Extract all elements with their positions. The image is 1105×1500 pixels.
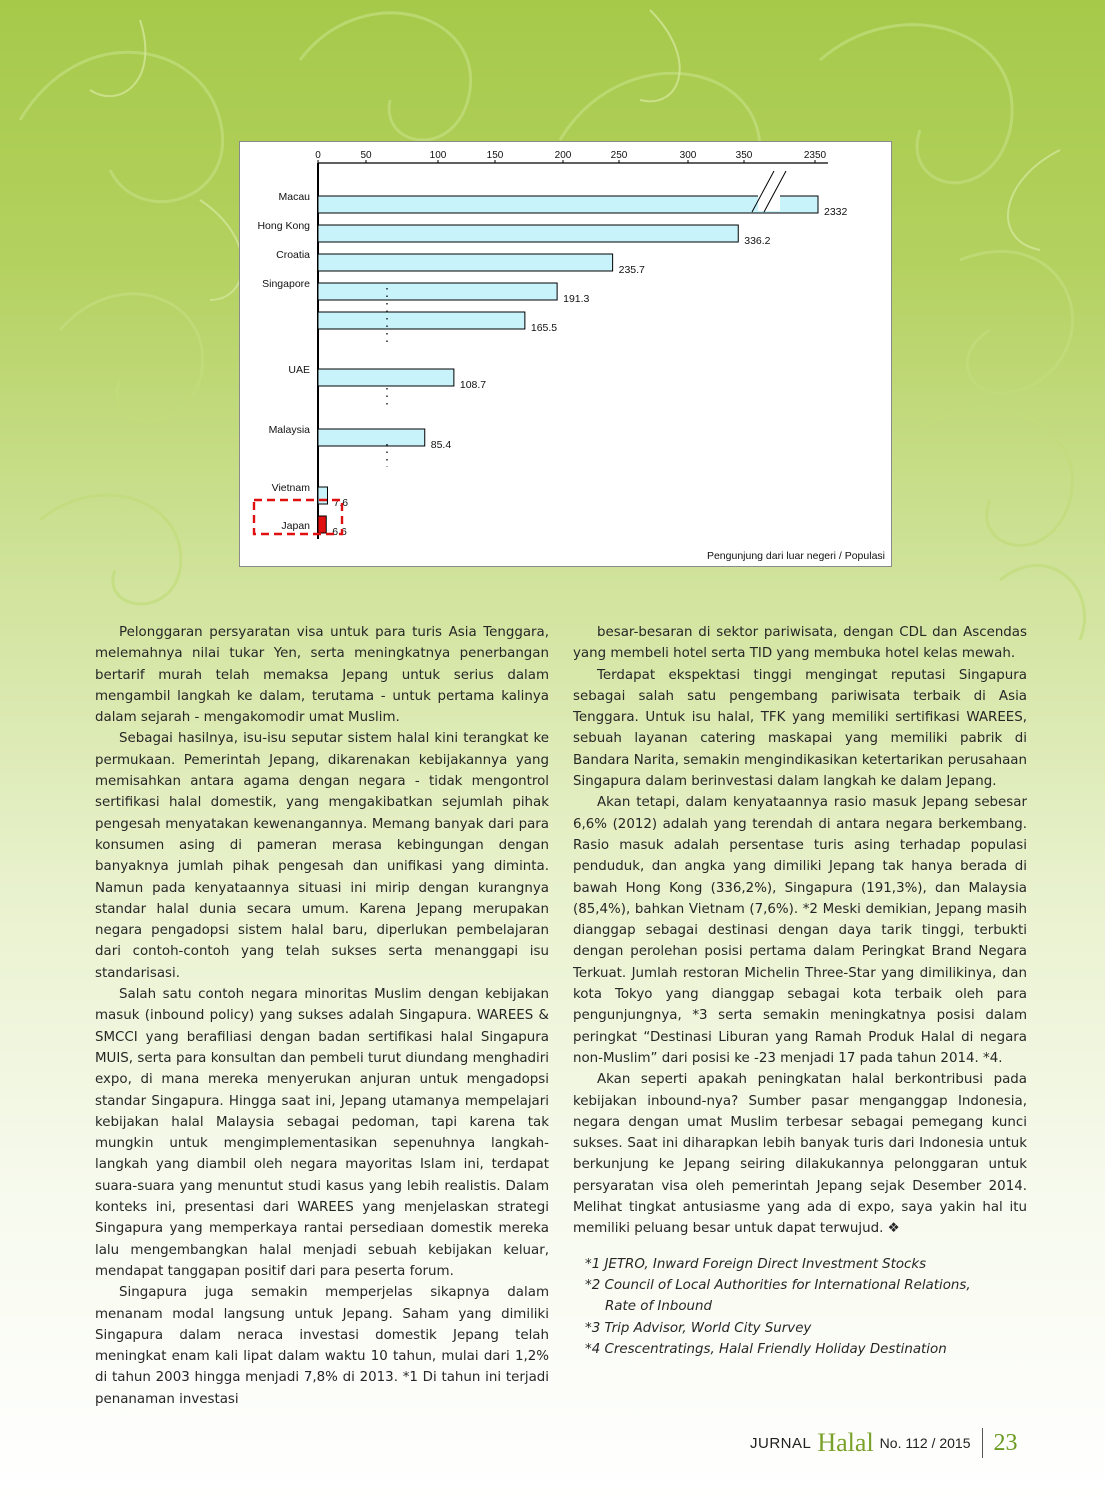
category-label: Vietnam (271, 482, 310, 494)
article-column-right (573, 622, 1027, 1360)
page-number: 23 (993, 1429, 1018, 1456)
data-label: 7.6 (333, 497, 349, 509)
category-label: Singapore (262, 278, 310, 290)
paragraph: Singapura juga semakin memperjelas sikapnya dalam menanam modal langsung untuk Jepang. Saham yang dimiliki Singapura dalam neraca investasi domestik Jepang telah meningkat enam kali lipat dalam waktu 10 tahun, mulai dari 1,2% di tahun 2003 hingga menjadi 7,8% di 2013. *1 Di tahun ini terjadi penanaman investasi (95, 1285, 549, 1407)
x-tick-label: 300 (679, 150, 697, 161)
category-label: Malaysia (268, 424, 310, 436)
footer-divider (982, 1428, 983, 1458)
footnote: Rate of Inbound (605, 1299, 713, 1315)
footnotes (573, 1254, 1027, 1360)
x-tick-label: 200 (554, 150, 572, 161)
data-label: 191.3 (563, 293, 590, 305)
article-column-left (95, 622, 549, 1410)
category-label: UAE (288, 364, 310, 376)
x-tick-label: 250 (610, 150, 628, 161)
bar-croatia (318, 254, 613, 271)
x-tick-label: 2350 (803, 150, 827, 161)
page-footer (750, 1428, 1017, 1458)
journal-brand: Halal (817, 1428, 874, 1457)
paragraph: Terdapat ekspektasi tinggi mengingat reputasi Singapura sebagai salah satu pengembang pariwisata terbaik di Asia Tenggara. Untuk isu halal, TFK yang memiliki sertifikasi WAREES, sebuah layanan catering maskapai yang memiliki pabrik di Bandara Narita, semakin mengindikasikan ketertarikan perusahaan Singapura dalam berinvestasi dalam langkah ke dalam Jepang. (573, 667, 1027, 790)
category-label: Croatia (276, 249, 310, 261)
axis-break-gap (758, 171, 780, 211)
journal-name: JURNAL (750, 1434, 812, 1452)
bar-unlabeled (318, 312, 525, 329)
data-label: 6.6 (332, 526, 347, 538)
data-label: 85.4 (430, 439, 452, 451)
x-tick-label: 0 (315, 150, 321, 161)
bar-hong-kong (318, 225, 738, 242)
paragraph: Sebagai hasilnya, isu-isu seputar sistem halal kini terangkat ke permukaan. Pemerintah Jepang, dikarenakan kebijakannya yang memisahkan antara agama dengan negara - tidak mengontrol sertifikasi halal domestik, yang mengakibatkan sejumlah pihak pengesah menyatakan kewenangannya. Memang banyak dari para konsumen asing di pameran merasa kebingungan dengan banyaknya jumlah pihak pengesah dan unifikasi yang diminta. Namun pada kenyataannya situasi ini mirip dengan kurangnya standar halal dunia secara umum. Karena Jepang merupakan negara pengadopsi sistem halal baru, diperlukan pembelajaran dari contoh-contoh yang telah sukses serta menanggapi isu standarisasi. (95, 731, 549, 981)
paragraph: Pelonggaran persyaratan visa untuk para turis Asia Tenggara, melemahnya nilai tukar Yen, serta meningkatnya penerbangan bertarif murah telah memaksa Jepang untuk serius dalam mengambil langkah ke dalam, terutama - untuk pertama kalinya dalam sejarah - mengakomodir umat Muslim. (95, 625, 549, 726)
data-label: 2332 (824, 206, 848, 218)
chart-panel (239, 141, 892, 567)
footnote: *3 Trip Advisor, World City Survey (585, 1320, 812, 1336)
data-label: 165.5 (530, 322, 558, 334)
x-tick-label: 100 (429, 150, 447, 161)
footnote: *4 Crescentratings, Halal Friendly Holiday Destination (585, 1341, 947, 1357)
data-label: 336.2 (744, 235, 771, 247)
paragraph: besar-besaran di sektor pariwisata, dengan CDL dan Ascendas yang membeli hotel serta TID yang membuka hotel kelas mewah. (573, 625, 1027, 662)
footnote: *1 JETRO, Inward Foreign Direct Investment Stocks (585, 1256, 927, 1272)
x-tick-label: 150 (486, 150, 504, 161)
category-label: Japan (281, 520, 310, 532)
data-label: 235.7 (618, 264, 645, 276)
paragraph: Akan seperti apakah peningkatan halal berkontribusi pada kebijakan inbound-nya? Sumber pasar menganggap Indonesia, negara dengan umat Muslim terbesar sebagai pemegang kunci sukses. Saat ini diharapkan lebih banyak turis dari Indonesia untuk berkunjung ke Jepang seiring dilakukannya pelonggaran untuk persyaratan visa oleh pemerintah Jepang sejak Desember 2014. Melihat tingkat antusiasme yang ada di expo, saya yakin hal itu memiliki peluang besar untuk dapat terwujud. ❖ (573, 1072, 1027, 1237)
data-label: 108.7 (459, 379, 487, 391)
bar-uae (318, 369, 454, 386)
paragraph: Akan tetapi, dalam kenyataannya rasio masuk Jepang sebesar 6,6% (2012) adalah yang terendah di antara negara berkembang. Rasio masuk adalah persentase turis asing terhadap populasi penduduk, dan angka yang dimiliki Jepang tak hanya berada di bawah Hong Kong (336,2%), Singapura (191,3%), dan Malaysia (85,4%), bahkan Vietnam (7,6%). *2 Meski demikian, Jepang masih dianggap sebagai destinasi dengan daya tarik tinggi, terbukti dengan perolehan posisi pertama dalam Peringkat Brand Negara Terkuat. Jumlah restoran Michelin Three-Star yang dimilikinya, dan kota Tokyo yang dianggap sebagai kota terbaik oleh para pengunjungnya, *3 serta semakin meningkatnya posisi dalam peringkat “Destinasi Liburan yang Ramah Produk Halal di negara non-Muslim” dari posisi ke -23 menjadi 17 pada tahun 2014. *4. (573, 795, 1027, 1066)
category-label: Hong Kong (257, 220, 310, 232)
x-tick-label: 50 (360, 150, 372, 161)
bar-malaysia (318, 429, 425, 446)
category-label: Macau (278, 191, 310, 203)
x-tick-label: 350 (735, 150, 753, 161)
chart-caption: Pengunjung dari luar negeri / Populasi (706, 550, 885, 562)
bar-japan (318, 516, 326, 533)
bar-singapore (318, 283, 557, 300)
issue-number: No. 112 / 2015 (879, 1435, 971, 1451)
paragraph: Salah satu contoh negara minoritas Muslim dengan kebijakan masuk (inbound policy) yang sukses adalah Singapura. WAREES & SMCCI yang berafiliasi dengan badan sertifikasi halal Singapura MUIS, serta para konsultan dan pembeli turut diundang menghadiri expo, di mana mereka menyerukan anjuran untuk mengadopsi standar Singapura. Hingga saat ini, Jepang utamanya mempelajari kebijakan halal Malaysia sebagai pedoman, tapi karena tak mungkin untuk mengimplementasikan sepenuhnya langkah-langkah yang diambil oleh negara mayoritas Islam ini, terdapat suara-suara yang menuntut studi kasus yang lebih realistis. Dalam konteks ini, presentasi dari WAREES yang menjelaskan strategi Singapura yang memperkaya rantai persediaan domestik mereka lalu mengembangkan halal menjadi sebuah kebijakan keluar, mendapat tanggapan positif dari para peserta forum. (95, 987, 549, 1279)
bar-chart (240, 142, 893, 568)
footnote: *2 Council of Local Authorities for International Relations, (585, 1277, 971, 1293)
bar-vietnam (318, 487, 328, 504)
bar-macau (318, 196, 818, 213)
